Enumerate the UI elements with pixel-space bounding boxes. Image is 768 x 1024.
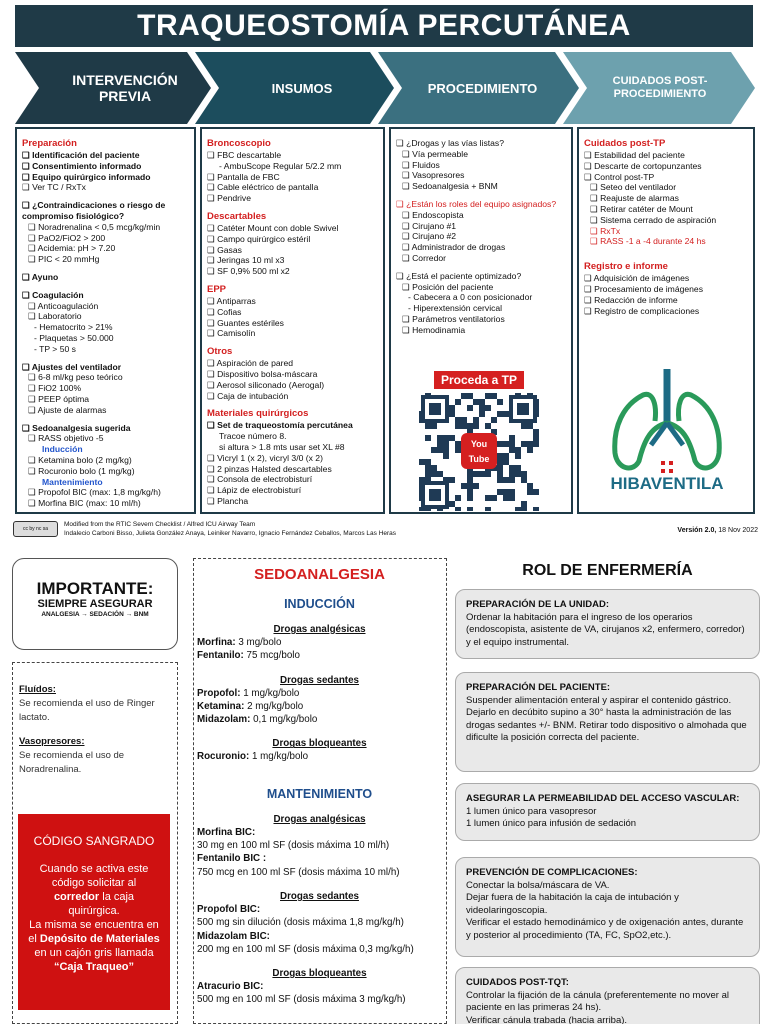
step-label-3: PROCEDIMIENTO [427, 80, 538, 96]
col1-item [22, 193, 189, 200]
codigo-l1: Cuando se activa este código solicitar al [39, 863, 149, 889]
sedo-line [197, 903, 442, 916]
rol-card-title: PREPARACIÓN DE LA UNIDAD: [466, 599, 610, 610]
col3-item: ❑ Cirujano #1 [402, 220, 457, 231]
col2-item: Otros [207, 346, 233, 358]
col2-item: ❑ Caja de intubación [207, 390, 289, 401]
sedo-line [197, 713, 442, 726]
col1-item: ❑ Laboratorio [28, 311, 82, 322]
col2-item: ❑ Catéter Mount con doble Swivel [207, 222, 339, 233]
step-label-4: CUIDADOS POST-PROCEDIMIENTO [612, 75, 708, 100]
sedo-drug: Propofol BIC: [197, 903, 261, 915]
sedo-line: 500 mg sin dilución (dosis máxima 1,8 mg/kg/h) [197, 917, 404, 929]
codigo-l3: La misma se encuentra en el [28, 919, 159, 945]
col3-item: ❑ Administrador de drogas [402, 242, 506, 253]
youtube-icon [461, 435, 497, 469]
col1-item: ❑ ¿Contraindicaciones o riesgo de compromiso fisiológico? [22, 200, 166, 221]
rol-card-text: Ordenar la habitación para el ingreso de los operarios (endoscopista, asistente de VA, cirujanos x2, enfermero, corredor) y el equipo instrumental. [466, 611, 745, 648]
col3-item: ❑ Sedoanalgesia + BNM [402, 181, 498, 192]
col2-item: ❑ Lápiz de electrobisturí [207, 485, 302, 496]
col1-item: ❑ Ver TC / RxTx [22, 182, 86, 193]
col4-item: ❑ RASS -1 a -4 durante 24 hs [590, 236, 706, 247]
col4-item: ❑ Estabilidad del paciente [584, 150, 685, 160]
codigo-b1: corredor [53, 891, 100, 903]
sedo-dose: 1 mg/kg/bolo [240, 687, 300, 699]
sedo-drug: Propofol: [197, 687, 241, 699]
col3-item: - Cabecera a 0 con posicionador [408, 292, 533, 303]
col1-item: ❑ PIC < 20 mmHg [28, 254, 100, 265]
col2-item: ❑ Aerosol siliconado (Aerogal) [207, 379, 325, 390]
col2-item: ❑ Campo quirúrgico estéril [207, 233, 311, 244]
fluidos-title: Fluídos: [19, 684, 56, 695]
col2-item: ❑ Camisolín [207, 328, 256, 339]
rol-card-title: PREVENCIÓN DE COMPLICACIONES: [466, 867, 638, 878]
sedo-dose: 2 mg/kg/bolo [244, 700, 304, 712]
lungs-logo-icon [609, 365, 725, 475]
sedo-line: 750 mcg en 100 ml SF (dosis máxima 10 ml/h) [197, 866, 400, 878]
sedo-line [197, 930, 442, 943]
procedimiento-list [396, 138, 566, 336]
rol-card-text: Suspender alimentación enteral y aspirar el contenido gástrico. Dejarlo en decúbito supino a 30° hasta la administración de las drogas sedantes +/- BNM. Retirar todo dispositivo o almohada que dificulte la posición correcta del paciente. [466, 694, 747, 743]
col2-item: ❑ Guantes estériles [207, 317, 284, 328]
col2-item: - AmbuScope Regular 5/2.2 mm [219, 160, 342, 171]
logo-text: HIBAVENTILA [610, 474, 724, 493]
footer [13, 520, 758, 542]
rol-title: ROL DE ENFERMERÍA [522, 562, 693, 579]
sedo-line [197, 852, 442, 865]
codigo-title: CÓDIGO SANGRADO [33, 834, 155, 848]
col4-item: ❑ Registro de complicaciones [584, 305, 700, 316]
col1-item: ❑ Consentimiento informado [22, 160, 142, 171]
youtube-label: You Tube [468, 439, 490, 464]
version [677, 527, 758, 535]
sedo-line: Drogas analgésicas [273, 813, 366, 825]
proceda-label: Proceda a TP [434, 371, 524, 389]
col3-item: ❑ Hemodinamia [402, 324, 466, 335]
col2-item: ❑ Cofias [207, 306, 242, 317]
col2-item: ❑ Cable eléctrico de pantalla [207, 182, 319, 193]
col1-item: Mantenimiento [42, 476, 103, 487]
col2-item: ❑ Dispositivo bolsa-máscara [207, 368, 318, 379]
footer-credit-1: Modified from the RTIC Severn Checklist / Alfred ICU Airway Team [64, 521, 256, 528]
col2-item: ❑ Vicryl 1 (x 2), vicryl 3/0 (x 2) [207, 452, 323, 463]
col4-item: ❑ RxTx [590, 225, 621, 236]
sedo-line [197, 980, 442, 993]
codigo-b2: Depósito de Materiales [39, 933, 160, 945]
col2-item: Descartables [207, 210, 267, 222]
col4-item: ❑ Seteo del ventilador [590, 182, 677, 193]
sedo-line: SEDOANALGESIA [254, 566, 385, 583]
col3-item: ❑ Vasopresores [402, 170, 465, 181]
rol-card [455, 672, 760, 772]
sedo-drug: Midazolam BIC: [197, 930, 270, 942]
col1-item: ❑ Ajustes del ventilador [22, 361, 122, 372]
col3-item [396, 264, 566, 271]
col3-item: ❑ Cirujano #2 [402, 231, 457, 242]
sedo-line: 30 mg en 100 ml SF (dosis máxima 10 ml/h) [197, 840, 390, 852]
sedo-line [197, 826, 442, 839]
col1-item [22, 355, 189, 362]
col2-item: ❑ Aspiración de pared [207, 358, 294, 369]
version-label: Versión 2.0, [677, 527, 717, 534]
col1-item: ❑ 6-8 ml/kg peso teórico [28, 372, 123, 383]
sedoanalgesia-box [193, 558, 447, 1024]
col3-item: ❑ Posición del paciente [402, 281, 494, 292]
col4-item: ❑ Descarte de cortopunzantes [584, 160, 702, 171]
sedo-line: Drogas sedantes [280, 674, 359, 686]
sedo-drug: Rocuronio: [197, 751, 250, 763]
col1-item: ❑ Morfina BIC (max: 10 ml/h) [28, 498, 141, 509]
sedo-line [197, 649, 442, 662]
sedo-drug: Morfina: [197, 637, 236, 648]
col1-item: ❑ Sedoanalgesia sugerida [22, 422, 131, 433]
sedo-line [197, 700, 442, 713]
col3-item [396, 192, 566, 199]
col2-item: Materiales quirúrgicos [207, 408, 309, 420]
rol-card-title: ASEGURAR LA PERMEABILIDAD DEL ACCESO VASCULAR: [466, 793, 740, 804]
sedo-dose: 0,1 mg/kg/bolo [250, 714, 318, 726]
page-title: TRAQUEOSTOMÍA PERCUTÁNEA [15, 5, 753, 47]
col1-item: ❑ Ayuno [22, 271, 59, 282]
col3-item: ❑ Parámetros ventilatorios [402, 313, 505, 324]
col1-item [22, 416, 189, 423]
sedo-line: Drogas bloqueantes [272, 738, 367, 750]
rol-card [455, 967, 760, 1024]
footer-credit-2: Indalecio Carboni Bisso, Julieta González Anaya, Leiniker Navarro, Ignacio Fernández Ceballos, Marcos Las Heras [64, 530, 397, 537]
rol-card-text: 1 lumen único para vasopresor 1 lumen único para infusión de sedación [466, 805, 637, 829]
col-intervencion [15, 127, 196, 514]
col4-item: Registro e informe [584, 261, 668, 273]
rol-card-text: Conectar la bolsa/máscara de VA. Dejar fuera de la habitación la caja de intubación y videolaringoscopia. Verificar el estado hemodinámico y de oxigenación antes, durante y posterior al procedimiento (TA, FC, SpO2,etc.). [466, 879, 744, 941]
col2-item: Broncoscopio [207, 138, 271, 149]
vasopresores-text: Se recomienda el uso de Noradrenalina. [19, 750, 125, 775]
col1-item: Preparación [22, 138, 77, 149]
col1-item: - TP > 50 s [34, 343, 76, 354]
codigo-l4: en un cajón gris llamada [34, 947, 154, 959]
sedo-drug: Fentanilo: [197, 650, 244, 662]
col3-item: ❑ Vía permeable [402, 148, 468, 159]
col1-item: ❑ Equipo quirúrgico informado [22, 171, 151, 182]
step-label-2: INSUMOS [271, 80, 333, 96]
sedo-drug: Atracurio BIC: [197, 981, 264, 993]
importante-small: ANALGESIA → SEDACIÓN → BNM [41, 611, 149, 618]
col2-item: ❑ 2 pinzas Halsted descartables [207, 463, 332, 474]
col2-item: ❑ Plancha [207, 495, 249, 506]
importante-box [12, 558, 178, 650]
col4-item: ❑ Control post-TP [584, 171, 655, 182]
col1-item: ❑ PaO2/FiO2 > 200 [28, 232, 106, 243]
step-label-1: INTERVENCIÓN PREVIA [72, 72, 178, 104]
col3-item: ❑ ¿Están los roles del equipo asignados? [396, 198, 557, 209]
col-insumos [200, 127, 385, 514]
col1-item: ❑ Propofol BIC (max: 1,8 mg/kg/h) [28, 487, 161, 498]
sedo-line: INDUCCIÓN [284, 597, 355, 611]
sedo-line: 500 mg en 100 ml SF (dosis máxima 3 mg/kg/h) [197, 994, 406, 1006]
col2-item: EPP [207, 283, 227, 295]
col2-item: ❑ Jeringas 10 ml x3 [207, 255, 285, 266]
col1-item: - Hematocrito > 21% [34, 322, 113, 333]
hibaventila-logo-text [607, 474, 727, 493]
col1-item: ❑ RASS objetivo -5 [28, 433, 104, 444]
col1-item: ❑ Rocuronio bolo (1 mg/kg) [28, 465, 135, 476]
col2-item: ❑ Pendrive [207, 193, 252, 204]
col2-item [207, 401, 378, 408]
col4-item: ❑ Sistema cerrado de aspiración [590, 214, 717, 225]
col4-item: ❑ Procesamiento de imágenes [584, 283, 704, 294]
col2-item [207, 204, 378, 211]
importante-sub: SIEMPRE ASEGURAR [37, 598, 153, 610]
col3-item: ❑ Corredor [402, 252, 447, 263]
col3-item: ❑ Fluidos [402, 159, 440, 170]
col2-item: Tracoe número 8. [219, 431, 287, 442]
col1-item: ❑ PEEP óptima [28, 393, 90, 404]
col3-item: ❑ Endoscopista [402, 209, 464, 220]
col1-item: ❑ Ketamina bolo (2 mg/kg) [28, 454, 132, 465]
col1-item: ❑ Ajuste de alarmas [28, 404, 107, 415]
rol-card [455, 783, 760, 841]
sedo-line [197, 636, 442, 649]
col1-item: ❑ Anticoagulación [28, 300, 99, 311]
col2-item: ❑ FBC descartable [207, 150, 282, 160]
rol-card [455, 857, 760, 957]
codigo-text [28, 862, 160, 974]
col1-item: ❑ Noradrenalina < 0,5 mcg/kg/min [28, 221, 161, 232]
cc-license-icon [13, 521, 58, 537]
version-date: 18 Nov 2022 [716, 527, 758, 534]
col1-item: ❑ Acidemia: pH > 7.20 [28, 243, 116, 254]
col1-item: - Plaquetas > 50.000 [34, 332, 114, 343]
codigo-b3: “Caja Traqueo” [53, 961, 135, 973]
rol-card-title: PREPARACIÓN DEL PACIENTE: [466, 682, 611, 693]
col2-item: si altura > 1.8 mts usar set XL #8 [219, 441, 345, 452]
codigo-l2: la caja quirúrgica. [68, 891, 135, 917]
col2-item [207, 277, 378, 284]
col3-item: ❑ ¿Está el paciente optimizado? [396, 270, 522, 281]
col2-item: ❑ Gasas [207, 244, 242, 255]
importante-title: IMPORTANTE: [36, 579, 154, 598]
col2-item: ❑ Pantalla de FBC [207, 171, 280, 182]
vasopresores-title: Vasopresores: [19, 736, 85, 747]
rol-card [455, 589, 760, 659]
sedo-line [197, 750, 442, 763]
col4-item [584, 254, 748, 261]
col-procedimiento [389, 127, 573, 514]
col3-item: - Hiperextensión cervical [408, 303, 503, 314]
col3-item: ❑ ¿Drogas y las vías listas? [396, 138, 504, 148]
sedo-drug: Ketamina: [197, 700, 245, 712]
col1-item: Inducción [42, 444, 83, 455]
rol-card-text: Controlar la fijación de la cánula (preferentemente no mover al paciente en las primeras 24 hs). Verificar cánula trabada (hacia arriba). [466, 989, 729, 1024]
codigo-sangrado-box [18, 814, 170, 1010]
col2-item: ❑ SF 0,9% 500 ml x2 [207, 266, 290, 277]
sedo-dose: 3 mg/bolo [235, 637, 282, 648]
sedo-line: Drogas analgésicas [273, 624, 366, 635]
sedo-line: Drogas bloqueantes [272, 968, 367, 980]
col4-item [584, 247, 748, 254]
cuidados-list [584, 138, 748, 316]
col1-item: ❑ FiO2 100% [28, 383, 82, 394]
sedo-line: 200 mg en 100 ml SF (dosis máxima 0,3 mg/kg/h) [197, 943, 414, 955]
col4-item: Cuidados post-TP [584, 138, 666, 149]
sedo-drug: Midazolam: [197, 714, 251, 726]
sedo-line: MANTENIMIENTO [266, 786, 373, 801]
sedo-line: Drogas sedantes [280, 890, 359, 902]
col2-item: ❑ Consola de electrobisturí [207, 474, 313, 485]
col1-item: ❑ Identificación del paciente [22, 150, 140, 160]
sedo-dose: 75 mcg/bolo [243, 650, 300, 662]
col1-item [22, 283, 189, 290]
col2-item [207, 339, 378, 346]
sedo-drug: Fentanilo BIC : [197, 853, 267, 865]
col4-item: ❑ Adquisición de imágenes [584, 273, 690, 284]
col-cuidados [577, 127, 755, 514]
sedo-line [197, 687, 442, 700]
sedo-drug: Morfina BIC: [197, 826, 256, 838]
col4-item: ❑ Reajuste de alarmas [590, 193, 679, 204]
col2-item: ❑ Set de traqueostomía percutánea [207, 420, 353, 431]
cc-text: cc by nc sa [22, 526, 48, 532]
sedoanalgesia-content [194, 559, 446, 1007]
col1-item [22, 265, 189, 272]
rol-card-title: CUIDADOS POST-TQT: [466, 977, 569, 988]
sedo-dose: 1 mg/kg/bolo [249, 751, 309, 763]
fluidos-text: Se recomienda el uso de Ringer lactato. [19, 698, 155, 723]
col2-item: ❑ Antiparras [207, 295, 256, 306]
col4-item: ❑ Retirar catéter de Mount [590, 203, 693, 214]
col4-item: ❑ Redacción de informe [584, 294, 678, 305]
col1-item: ❑ Coagulación [22, 289, 84, 300]
